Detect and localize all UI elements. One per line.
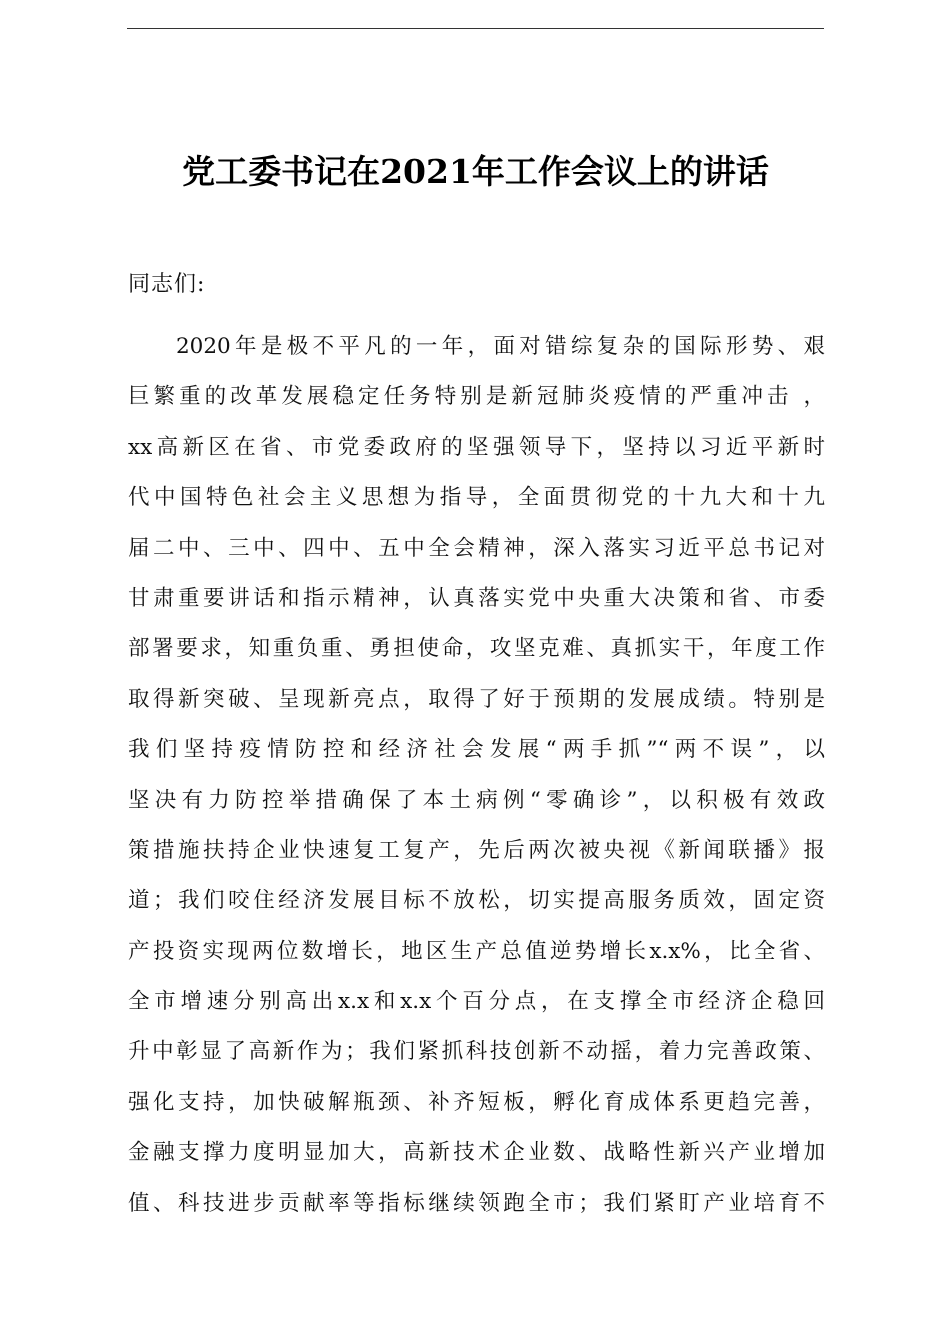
- body-paragraph: [128, 329, 825, 1236]
- document-title: 党工委书记在2021年工作会议上的讲话: [182, 152, 769, 191]
- text-line: 值、科技进步贡献率等指标继续领跑全市；我们紧盯产业培育不: [128, 1190, 825, 1216]
- text-line: xx高新区在省、市党委政府的坚强领导下，坚持以习近平新时: [128, 434, 825, 460]
- text-line: 强化支持，加快破解瓶颈、补齐短板，孵化育成体系更趋完善，: [128, 1089, 825, 1115]
- text-line: 甘肃重要讲话和指示精神，认真落实党中央重大决策和省、市委: [128, 585, 825, 611]
- text-line: 我们坚持疫情防控和经济社会发展“两手抓”“两不误”，以: [128, 737, 825, 763]
- text-line: 坚决有力防控举措确保了本土病例“零确诊”，以积极有效政: [128, 787, 825, 813]
- header-rule: [127, 28, 824, 29]
- salutation: 同志们:: [128, 272, 206, 297]
- text-line: 升中彰显了高新作为；我们紧抓科技创新不动摇，着力完善政策、: [128, 1039, 825, 1065]
- text-line: 2020年是极不平凡的一年，面对错综复杂的国际形势、艰: [176, 334, 825, 359]
- text-line: 巨繁重的改革发展稳定任务特别是新冠肺炎疫情的严重冲击 ，: [128, 384, 825, 410]
- text-line: 金融支撑力度明显加大，高新技术企业数、战略性新兴产业增加: [128, 1140, 825, 1166]
- text-line: 策措施扶持企业快速复工复产，先后两次被央视《新闻联播》报: [128, 837, 825, 863]
- text-line: 代中国特色社会主义思想为指导，全面贯彻党的十九大和十九: [128, 485, 825, 511]
- text-line: 取得新突破、呈现新亮点，取得了好于预期的发展成绩。特别是: [128, 686, 825, 712]
- text-line: 部署要求，知重负重、勇担使命，攻坚克难、真抓实干，年度工作: [128, 636, 825, 662]
- text-line: 届二中、三中、四中、五中全会精神，深入落实习近平总书记对: [128, 535, 825, 561]
- text-line: 道；我们咬住经济发展目标不放松，切实提高服务质效，固定资: [128, 888, 825, 914]
- text-line: 产投资实现两位数增长，地区生产总值逆势增长x.x%，比全省、: [128, 938, 825, 964]
- text-line: 全市增速分别高出x.x和x.x个百分点，在支撑全市经济企稳回: [128, 989, 825, 1015]
